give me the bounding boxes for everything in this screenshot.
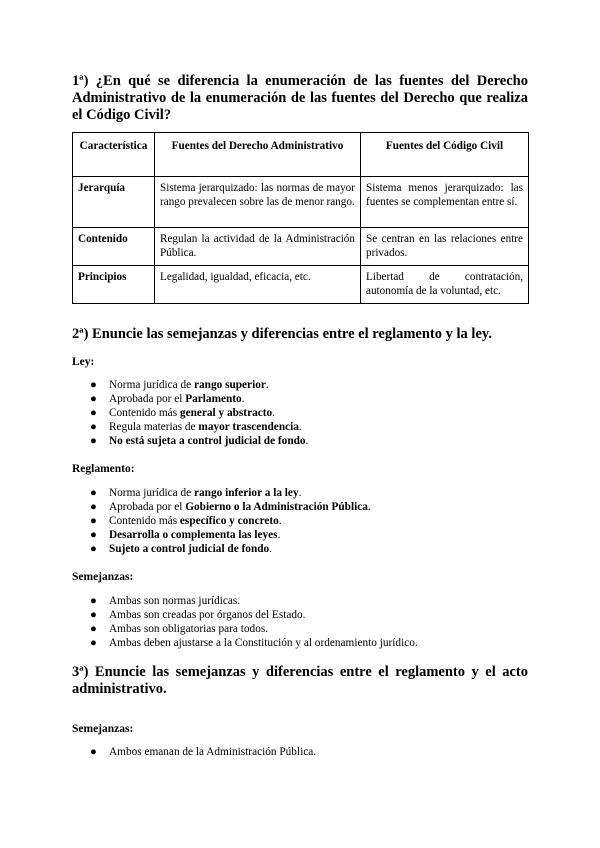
bullet-icon: ● [90, 637, 97, 649]
table-row [73, 177, 529, 228]
bullet-icon: ● [90, 529, 97, 541]
list-item: ● Aprobada por el Parlamento. [90, 393, 245, 405]
question-3-heading: 3ª) Enuncie las semejanzas y diferencias entre el reglamento y el acto administrativo. [72, 664, 528, 697]
list-item: ● Ambas deben ajustarse a la Constitución y al ordenamiento jurídico. [90, 637, 418, 649]
cell-civil: Sistema menos jerarquizado: las fuentes se complementan entre sí. [361, 177, 529, 228]
list-item: ● Sujeto a control judicial de fondo. [90, 543, 272, 555]
question-1-heading: 1ª) ¿En qué se diferencia la enumeración de las fuentes del Derecho Administrativo de la enumeración de las fuentes del Derecho que realiza el Código Civil? [72, 73, 528, 123]
table-row [73, 228, 529, 266]
list-item: ● Norma jurídica de rango inferior a la ley. [90, 487, 302, 499]
ley-label: Ley: [72, 356, 95, 368]
list-item: ● Aprobada por el Gobierno o la Administración Pública. [90, 501, 371, 513]
bullet-icon: ● [90, 501, 97, 513]
bullet-icon: ● [90, 487, 97, 499]
semejanzas-label: Semejanzas: [72, 571, 134, 583]
row-label-contenido: Contenido [73, 228, 155, 266]
table-row [73, 266, 529, 304]
bullet-icon: ● [90, 515, 97, 527]
bullet-icon: ● [90, 393, 97, 405]
bullet-icon: ● [90, 623, 97, 635]
list-item: ● Norma jurídica de rango superior. [90, 379, 269, 391]
row-label-principios: Principios [73, 266, 155, 304]
semejanzas-acto-list [90, 745, 316, 759]
semejanzas-label: Semejanzas: [72, 723, 134, 735]
cell-civil: Se centran en las relaciones entre privados. [361, 228, 529, 266]
ley-list [90, 378, 308, 448]
table-header-admin: Fuentes del Derecho Administrativo [155, 133, 361, 177]
list-item: ● Contenido más general y abstracto. [90, 407, 275, 419]
list-item: ● Regula materias de mayor trascendencia. [90, 421, 302, 433]
list-item: ● Ambos emanan de la Administración Pública. [90, 746, 317, 758]
list-item: ● Contenido más específico y concreto. [90, 515, 282, 527]
bullet-icon: ● [90, 543, 97, 555]
list-item: ● Ambas son creadas por órganos del Estado. [90, 609, 306, 621]
list-item: ● Ambas son normas jurídicas. [90, 595, 241, 607]
table-header-caracteristica: Característica [73, 133, 155, 177]
row-label-jerarquia: Jerarquía [73, 177, 155, 228]
reglamento-label: Reglamento: [72, 463, 135, 475]
question-2-heading: 2ª) Enuncie las semejanzas y diferencias entre el reglamento y la ley. [72, 326, 492, 342]
cell-admin: Legalidad, igualdad, eficacia, etc. [155, 266, 361, 304]
reglamento-list [90, 486, 371, 556]
list-item: ● Desarrolla o complementa las leyes. [90, 529, 281, 541]
list-item: ● No está sujeta a control judicial de fondo. [90, 435, 309, 447]
bullet-icon: ● [90, 609, 97, 621]
bullet-icon: ● [90, 379, 97, 391]
comparison-table [72, 132, 529, 304]
table-header-civil: Fuentes del Código Civil [361, 133, 529, 177]
bullet-icon: ● [90, 421, 97, 433]
cell-admin: Regulan la actividad de la Administración Pública. [155, 228, 361, 266]
table-header-row [73, 133, 529, 177]
bullet-icon: ● [90, 435, 97, 447]
cell-civil: Libertad de contratación, autonomía de la voluntad, etc. [361, 266, 529, 304]
bullet-icon: ● [90, 595, 97, 607]
semejanzas-list [90, 594, 418, 650]
bullet-icon: ● [90, 746, 97, 758]
list-item: ● Ambas son obligatorias para todos. [90, 623, 269, 635]
bullet-icon: ● [90, 407, 97, 419]
cell-admin: Sistema jerarquizado: las normas de mayor rango prevalecen sobre las de menor rango. [155, 177, 361, 228]
